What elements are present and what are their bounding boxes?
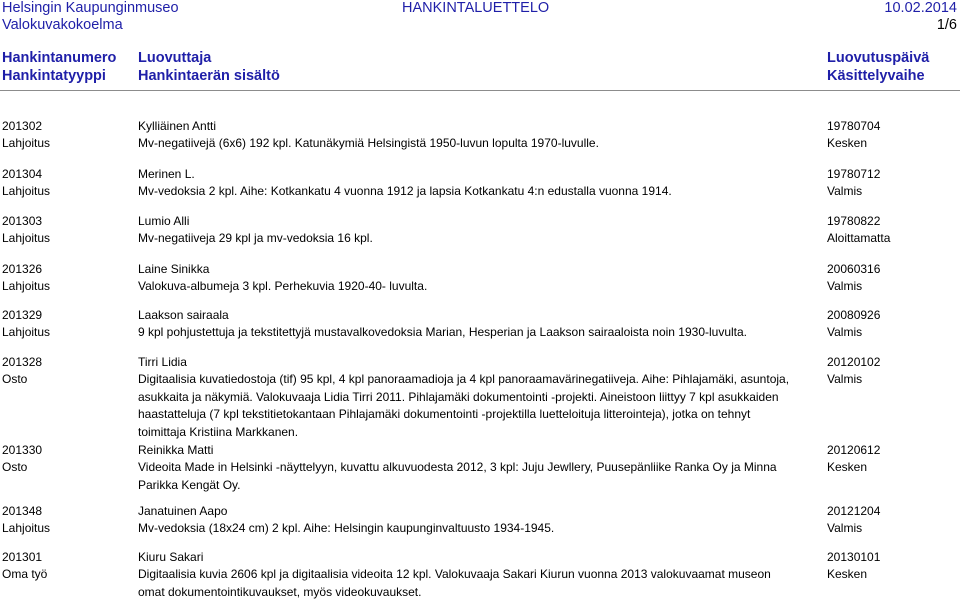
batch-content: Digitaalisia kuvatiedostoja (tif) 95 kpl, 4 kpl panoraamadioja ja 4 kpl panoraamavärinegatiiveja. Aihe: Pihlajamäki, asuntoja, asukkaita ja näkymiä. Valokuvaaja Lidia Tirri 2011. Pihlajamäki dokumentointi -projekti. Aineistoon liittyy 7 kpl asukkaiden haastatteluja (7 kpl tekstitietokantaan Pihlajamäki dokumentointi -projektilla luetteloituja litterointeja), jotka on tehnyt toimittaja Kristiina Markkanen. xyxy=(138,372,790,439)
acquisition-type: Osto xyxy=(2,372,28,386)
processing-stage: Valmis xyxy=(827,184,863,198)
batch-content: 9 kpl pohjustettuja ja tekstitettyjä mustavalkovedoksia Marian, Hesperian ja Laakson sairaaloista noin 1930-luvulta. xyxy=(138,325,748,339)
handover-date: 20120612 xyxy=(827,443,881,457)
acquisition-number: 201328 xyxy=(2,355,43,369)
batch-content: Mv-negatiivejä (6x6) 192 kpl. Katunäkymiä Helsingistä 1950-luvun lopulta 1970-luvulle. xyxy=(138,136,599,150)
acquisition-type: Lahjoitus xyxy=(2,279,51,293)
acquisition-number: 201329 xyxy=(2,308,43,322)
col-header-donor: Luovuttaja xyxy=(138,50,212,66)
processing-stage: Kesken xyxy=(827,460,868,474)
acquisition-type: Lahjoitus xyxy=(2,136,51,150)
col-header-number: Hankintanumero xyxy=(2,50,117,66)
print-date: 10.02.2014 xyxy=(884,0,957,16)
donor-name: Reinikka Matti xyxy=(138,443,214,457)
donor-name: Kylliäinen Antti xyxy=(138,119,217,133)
handover-date: 20130101 xyxy=(827,550,881,564)
batch-content: Mv-vedoksia (18x24 cm) 2 kpl. Aihe: Helsingin kaupunginvaltuusto 1934-1945. xyxy=(138,521,555,535)
batch-content: Mv-negatiiveja 29 kpl ja mv-vedoksia 16 kpl. xyxy=(138,231,373,245)
handover-date: 20060316 xyxy=(827,262,881,276)
donor-name: Laine Sinikka xyxy=(138,262,210,276)
org-name: Helsingin Kaupunginmuseo xyxy=(2,0,179,16)
handover-date: 20121204 xyxy=(827,504,881,518)
acquisition-number: 201330 xyxy=(2,443,43,457)
acquisition-number: 201302 xyxy=(2,119,43,133)
handover-date: 19780822 xyxy=(827,214,881,228)
acquisition-type: Lahjoitus xyxy=(2,184,51,198)
acquisition-number: 201301 xyxy=(2,550,43,564)
col-header-content: Hankintaerän sisältö xyxy=(138,68,280,84)
handover-date: 20120102 xyxy=(827,355,881,369)
batch-content: Videoita Made in Helsinki -näyttelyyn, kuvattu alkuvuodesta 2012, 3 kpl: Juju Jewllery, Puusepänliike Ranka Oy ja Minna Parikka Kengät Oy. xyxy=(138,460,777,492)
handover-date: 20080926 xyxy=(827,308,881,322)
acquisition-number: 201303 xyxy=(2,214,43,228)
acquisition-type: Lahjoitus xyxy=(2,231,51,245)
col-header-date: Luovutuspäivä xyxy=(827,50,930,66)
acquisition-number: 201348 xyxy=(2,504,43,518)
document-title: HANKINTALUETTELO xyxy=(402,0,550,16)
col-header-stage: Käsittelyvaihe xyxy=(827,68,925,84)
acquisition-number: 201304 xyxy=(2,167,43,181)
handover-date: 19780712 xyxy=(827,167,881,181)
processing-stage: Valmis xyxy=(827,279,863,293)
col-header-type: Hankintatyyppi xyxy=(2,68,106,84)
donor-name: Laakson sairaala xyxy=(138,308,229,322)
donor-name: Merinen L. xyxy=(138,167,195,181)
handover-date: 19780704 xyxy=(827,119,881,133)
processing-stage: Kesken xyxy=(827,567,868,581)
acquisition-type: Osto xyxy=(2,460,28,474)
acquisition-type: Oma työ xyxy=(2,567,48,581)
donor-name: Tirri Lidia xyxy=(138,355,187,369)
donor-name: Kiuru Sakari xyxy=(138,550,204,564)
acquisition-type: Lahjoitus xyxy=(2,325,51,339)
page-number: 1/6 xyxy=(936,17,957,33)
processing-stage: Aloittamatta xyxy=(827,231,891,245)
processing-stage: Valmis xyxy=(827,372,863,386)
acquisition-type: Lahjoitus xyxy=(2,521,51,535)
collection-name: Valokuvakokoelma xyxy=(2,17,123,33)
batch-content: Valokuva-albumeja 3 kpl. Perhekuvia 1920-40- luvulta. xyxy=(138,279,428,293)
acquisition-number: 201326 xyxy=(2,262,43,276)
batch-content: Mv-vedoksia 2 kpl. Aihe: Kotkankatu 4 vuonna 1912 ja lapsia Kotkankatu 4:n edustalla vuonna 1914. xyxy=(138,184,672,198)
processing-stage: Valmis xyxy=(827,521,863,535)
header-divider xyxy=(0,90,960,91)
batch-content: Digitaalisia kuvia 2606 kpl ja digitaalisia videoita 12 kpl. Valokuvaaja Sakari Kiurun vuonna 2013 valokuvaamat museon omat dokumentointikuvaukset, myös videokuvaukset. xyxy=(138,567,771,599)
processing-stage: Kesken xyxy=(827,136,868,150)
donor-name: Janatuinen Aapo xyxy=(138,504,228,518)
donor-name: Lumio Alli xyxy=(138,214,190,228)
processing-stage: Valmis xyxy=(827,325,863,339)
